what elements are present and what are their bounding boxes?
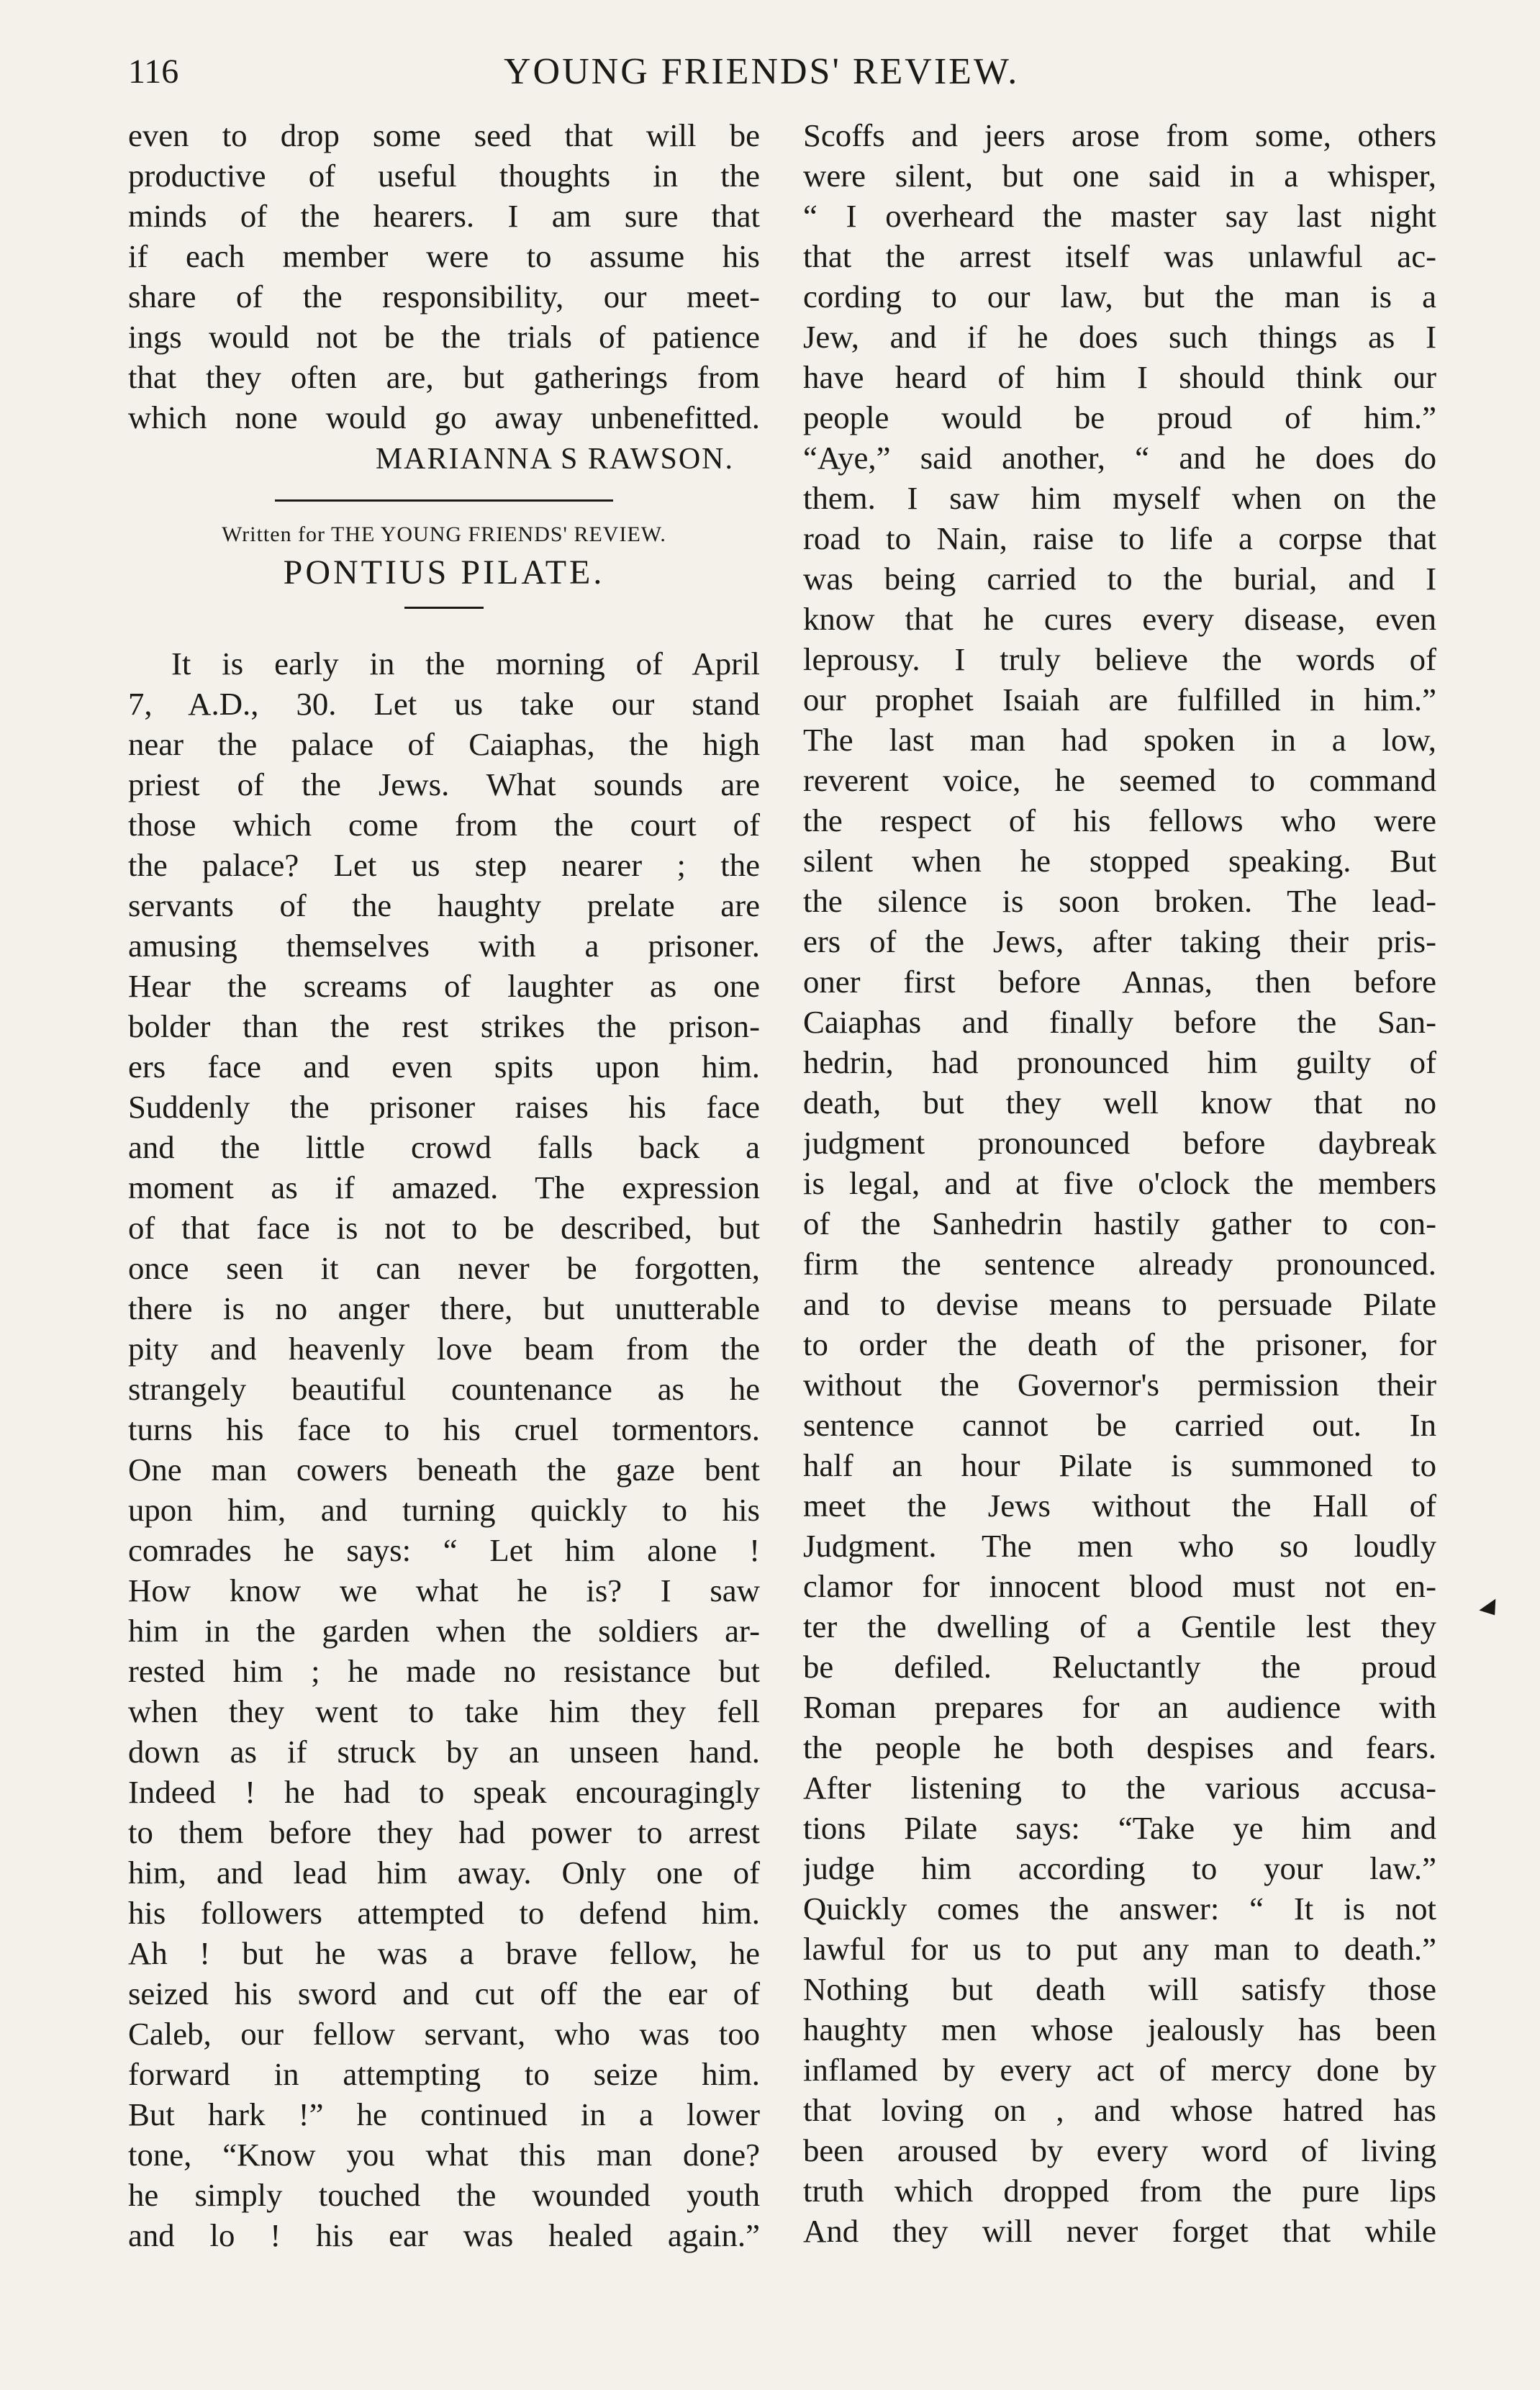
text-line: half an hour Pilate is summoned to (803, 1447, 1436, 1483)
text-line: of that face is not to be described, but (128, 1210, 760, 1246)
text-line: without the Governor's permission their (803, 1367, 1436, 1403)
text-line: priest of the Jews. What sounds are (128, 766, 760, 802)
text-line: sentence cannot be carried out. In (803, 1407, 1436, 1443)
text-line: clamor for innocent blood must not en- (803, 1568, 1436, 1604)
text-line: Judgment. The men who so loudly (803, 1528, 1436, 1564)
text-line: once seen it can never be forgotten, (128, 1250, 760, 1286)
text-line: that they often are, but gatherings from (128, 359, 760, 395)
text-line: turns his face to his cruel tormentors. (128, 1411, 760, 1447)
text-line: One man cowers beneath the gaze bent (128, 1452, 760, 1488)
text-line: Hear the screams of laughter as one (128, 968, 760, 1004)
text-line: The last man had spoken in a low, (803, 722, 1436, 758)
text-line: It is early in the morning of April (171, 646, 760, 682)
text-line: them. I saw him myself when on the (803, 480, 1436, 516)
text-line: Caleb, our fellow servant, who was too (128, 2016, 760, 2052)
text-line: the palace? Let us step nearer ; the (128, 847, 760, 883)
text-line: reverent voice, he seemed to command (803, 762, 1436, 798)
text-line: road to Nain, raise to life a corpse that (803, 520, 1436, 556)
text-line: bolder than the rest strikes the prison- (128, 1008, 760, 1044)
text-line: and the little crowd falls back a (128, 1129, 760, 1165)
text-line: the respect of his fellows who were (803, 802, 1436, 838)
left-column (128, 115, 760, 2255)
text-line: rested him ; he made no resistance but (128, 1653, 760, 1689)
text-line: firm the sentence already pronounced. (803, 1246, 1436, 1282)
text-line: people would be proud of him.” (803, 399, 1436, 435)
text-line: know that he cures every disease, even (803, 601, 1436, 637)
text-line: were silent, but one said in a whisper, (803, 158, 1436, 194)
text-line: haughty men whose jealously has been (803, 2011, 1436, 2047)
text-line: Caiaphas and finally before the San- (803, 1004, 1436, 1040)
text-line: those which come from the court of (128, 807, 760, 843)
text-line: our prophet Isaiah are fulfilled in him.” (803, 682, 1436, 718)
text-line: moment as if amazed. The expression (128, 1169, 760, 1205)
margin-arrow-mark (1479, 1599, 1503, 1621)
text-line: is legal, and at five o'clock the members (803, 1165, 1436, 1201)
text-line: was being carried to the burial, and I (803, 561, 1436, 597)
text-line: be defiled. Reluctantly the proud (803, 1649, 1436, 1685)
text-line: been aroused by every word of living (803, 2132, 1436, 2168)
text-line: Ah ! but he was a brave fellow, he (128, 1935, 760, 1971)
text-line: Roman prepares for an audience with (803, 1689, 1436, 1725)
text-line: Jew, and if he does such things as I (803, 319, 1436, 355)
text-line: even to drop some seed that will be (128, 117, 760, 153)
text-line: down as if struck by an unseen hand. (128, 1734, 760, 1770)
continuation-paragraph (128, 115, 760, 438)
text-line: ings would not be the trials of patience (128, 319, 760, 355)
text-line: lawful for us to put any man to death.” (803, 1931, 1436, 1967)
text-line: his followers attempted to defend him. (128, 1895, 760, 1931)
text-line: Scoffs and jeers arose from some, others (803, 117, 1436, 153)
text-line: productive of useful thoughts in the (128, 158, 760, 194)
text-line: ers of the Jews, after taking their pris- (803, 923, 1436, 959)
text-line: he simply touched the wounded youth (128, 2177, 760, 2213)
text-line: “Aye,” said another, “ and he does do (803, 440, 1436, 476)
text-line: tions Pilate says: “Take ye him and (803, 1810, 1436, 1846)
right-column (803, 115, 1436, 2251)
text-line: death, but they well know that no (803, 1085, 1436, 1121)
text-line: and to devise means to persuade Pilate (803, 1286, 1436, 1322)
text-line: if each member were to assume his (128, 238, 760, 274)
text-line: there is no anger there, but unutterable (128, 1290, 760, 1326)
text-line: oner first before Annas, then before (803, 964, 1436, 1000)
text-line: truth which dropped from the pure lips (803, 2173, 1436, 2209)
text-line: leprousy. I truly believe the words of (803, 641, 1436, 677)
text-line: meet the Jews without the Hall of (803, 1488, 1436, 1524)
text-line: Quickly comes the answer: “ It is not (803, 1891, 1436, 1927)
text-line: hedrin, had pronounced him guilty of (803, 1044, 1436, 1080)
text-line: near the palace of Caiaphas, the high (128, 726, 760, 762)
text-line: him, and lead him away. Only one of (128, 1855, 760, 1891)
text-line: judgment pronounced before daybreak (803, 1125, 1436, 1161)
text-line: After listening to the various accusa- (803, 1770, 1436, 1806)
text-line: 7, A.D., 30. Let us take our stand (128, 686, 760, 722)
text-line: when they went to take him they fell (128, 1693, 760, 1729)
text-line: How know we what he is? I saw (128, 1572, 760, 1608)
text-line: and lo ! his ear was healed again.” (128, 2217, 760, 2253)
page-number: 116 (128, 53, 179, 91)
text-line: cording to our law, but the man is a (803, 279, 1436, 314)
article-paragraph (128, 643, 760, 2255)
text-line: to order the death of the prisoner, for (803, 1326, 1436, 1362)
author-signature: MARIANNA S RAWSON. (375, 443, 734, 476)
text-line: Suddenly the prisoner raises his face (128, 1089, 760, 1125)
text-line: ter the dwelling of a Gentile lest they (803, 1608, 1436, 1644)
section-divider (275, 499, 613, 502)
text-line: silent when he stopped speaking. But (803, 843, 1436, 879)
text-line: to them before they had power to arrest (128, 1814, 760, 1850)
text-line: Nothing but death will satisfy those (803, 1971, 1436, 2007)
text-line: minds of the hearers. I am sure that (128, 198, 760, 234)
text-line: pity and heavenly love beam from the (128, 1331, 760, 1367)
text-line: ers face and even spits upon him. (128, 1049, 760, 1085)
text-line: servants of the haughty prelate are (128, 887, 760, 923)
text-line: seized his sword and cut off the ear of (128, 1975, 760, 2011)
title-divider (404, 607, 484, 609)
article-title: PONTIUS PILATE. (283, 553, 605, 592)
text-line: And they will never forget that while (803, 2213, 1436, 2249)
text-line: But hark !” he continued in a lower (128, 2096, 760, 2132)
text-line: that the arrest itself was unlawful ac- (803, 238, 1436, 274)
text-line: share of the responsibility, our meet- (128, 279, 760, 314)
text-line: judge him according to your law.” (803, 1850, 1436, 1886)
text-line: comrades he says: “ Let him alone ! (128, 1532, 760, 1568)
text-line: upon him, and turning quickly to his (128, 1492, 760, 1528)
text-line: of the Sanhedrin hastily gather to con- (803, 1205, 1436, 1241)
text-line: which none would go away unbenefitted. (128, 399, 760, 435)
text-line: that loving on , and whose hatred has (803, 2092, 1436, 2128)
text-line: him in the garden when the soldiers ar- (128, 1613, 760, 1649)
text-line: inflamed by every act of mercy done by (803, 2052, 1436, 2088)
text-line: have heard of him I should think our (803, 359, 1436, 395)
article-byline: Written for THE YOUNG FRIENDS' REVIEW. (222, 522, 666, 546)
running-title: YOUNG FRIENDS' REVIEW. (504, 51, 1020, 92)
text-line: strangely beautiful countenance as he (128, 1371, 760, 1407)
text-line: the people he both despises and fears. (803, 1729, 1436, 1765)
text-line: tone, “Know you what this man done? (128, 2137, 760, 2173)
text-line: amusing themselves with a prisoner. (128, 928, 760, 964)
text-line: Indeed ! he had to speak encouragingly (128, 1774, 760, 1810)
text-line: the silence is soon broken. The lead- (803, 883, 1436, 919)
text-line: forward in attempting to seize him. (128, 2056, 760, 2092)
text-line: “ I overheard the master say last night (803, 198, 1436, 234)
